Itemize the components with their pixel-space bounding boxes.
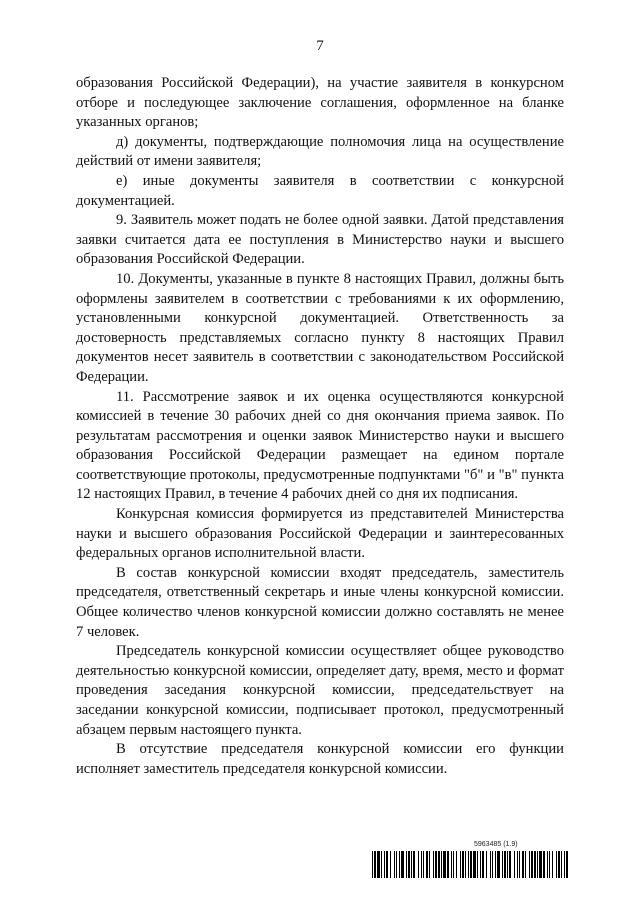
document-code: 5963485 (1.9) xyxy=(474,841,518,848)
paragraph: е) иные документы заявителя в соответствии с конкурсной документацией. xyxy=(76,172,564,209)
page-number: 7 xyxy=(316,38,324,54)
paragraph: В отсутствие председателя конкурсной комиссии его функции исполняет заместитель председателя конкурсной комиссии. xyxy=(76,741,564,777)
paragraph: В состав конкурсной комиссии входят председатель, заместитель председателя, ответственный секретарь и иные члены конкурсной комиссии. Общее количество членов конкурсной комиссии должно составлять не менее 7 человек. xyxy=(76,564,564,640)
paragraph: Конкурсная комиссия формируется из представителей Министерства науки и высшего образования Российской Федерации и заинтересованных федеральных органов исполнительной власти. xyxy=(76,506,564,562)
paragraph: 10. Документы, указанные в пункте 8 настоящих Правил, должны быть оформлены заявителем в соответствии с требованиями к их оформлению, установленными конкурсной документацией. Ответственность за достоверность представляемых согласно пункту 8 настоящих Правил документов несет заявитель в соответствии с законодательством Российской Федерации. xyxy=(76,270,564,385)
paragraph: Председатель конкурсной комиссии осуществляет общее руководство деятельностью конкурсной комиссии, определяет дату, время, место и формат проведения заседания конкурсной комиссии, председательствует на заседании конкурсной комиссии, подписывает протокол, предусмотренный абзацем первым настоящего пункта. xyxy=(76,643,564,738)
paragraph: образования Российской Федерации), на участие заявителя в конкурсном отборе и последующее заключение соглашения, оформленное на бланке указанных органов; xyxy=(76,75,564,131)
paragraph: д) документы, подтверждающие полномочия лица на осуществление действий от имени заявителя; xyxy=(76,133,564,170)
paragraph: 9. Заявитель может подать не более одной заявки. Датой представления заявки считается дата ее поступления в Министерство науки и высшего образования Российской Федерации. xyxy=(76,212,564,268)
document-body xyxy=(76,74,564,779)
paragraph: 11. Рассмотрение заявок и их оценка осуществляются конкурсной комиссией в течение 30 рабочих дней со дня окончания приема заявок. По результатам рассмотрения и оценки заявок Министерство науки и высшего образования Российской Федерации размещает на едином портале соответствующие протоколы, предусмотренные подпунктами "б" и "в" пункта 12 настоящих Правил, в течение 4 рабочих дней со дня их подписания. xyxy=(76,388,564,503)
barcode-image xyxy=(372,851,568,878)
